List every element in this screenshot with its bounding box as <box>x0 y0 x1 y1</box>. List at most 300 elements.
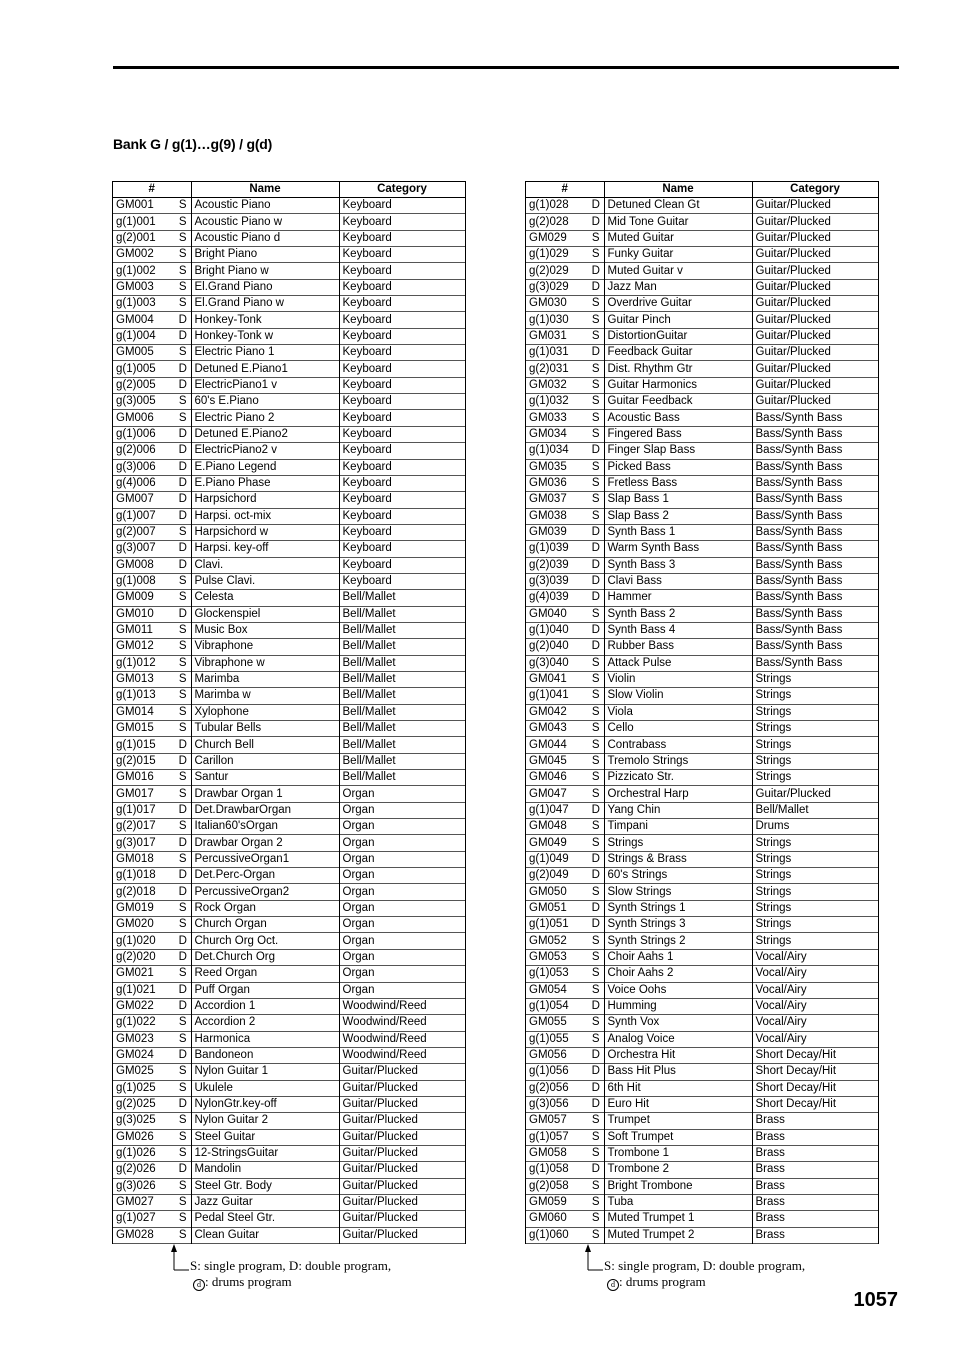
program-type: D <box>175 1162 191 1178</box>
program-type: S <box>588 966 604 982</box>
program-category: Bell/Mallet <box>339 590 465 606</box>
program-number: g(2)040 <box>526 639 589 655</box>
program-name: Rock Organ <box>191 900 339 916</box>
program-name: Synth Bass 2 <box>604 606 752 622</box>
table-row <box>113 361 466 377</box>
program-name: 12-StringsGuitar <box>191 1145 339 1161</box>
program-name: Church Bell <box>191 737 339 753</box>
program-type: S <box>175 1064 191 1080</box>
table-row <box>526 279 879 295</box>
table-row <box>526 671 879 687</box>
table-row <box>113 590 466 606</box>
program-number: GM034 <box>526 426 589 442</box>
program-type: S <box>175 214 191 230</box>
program-type: S <box>175 770 191 786</box>
program-number: g(1)041 <box>526 688 589 704</box>
program-category: Vocal/Airy <box>752 966 878 982</box>
program-type: S <box>175 279 191 295</box>
program-category: Vocal/Airy <box>752 982 878 998</box>
program-name: Bright Piano w <box>191 263 339 279</box>
program-type: D <box>175 459 191 475</box>
table-row <box>113 835 466 851</box>
program-category: Guitar/Plucked <box>752 786 878 802</box>
program-category: Organ <box>339 786 465 802</box>
program-type: D <box>588 802 604 818</box>
table-row <box>526 622 879 638</box>
program-type: S <box>588 1178 604 1194</box>
program-category: Keyboard <box>339 328 465 344</box>
program-name: Honkey-Tonk w <box>191 328 339 344</box>
program-category: Bell/Mallet <box>339 688 465 704</box>
program-type: D <box>175 802 191 818</box>
program-name: Viola <box>604 704 752 720</box>
program-type: S <box>588 1145 604 1161</box>
table-row <box>526 1064 879 1080</box>
program-category: Keyboard <box>339 312 465 328</box>
program-name: 60's Strings <box>604 868 752 884</box>
program-category: Woodwind/Reed <box>339 1015 465 1031</box>
program-name: Strings <box>604 835 752 851</box>
program-category: Keyboard <box>339 426 465 442</box>
program-type: S <box>175 786 191 802</box>
program-name: Muted Guitar v <box>604 263 752 279</box>
table-row <box>526 1178 879 1194</box>
program-category: Vocal/Airy <box>752 1031 878 1047</box>
program-category: Brass <box>752 1129 878 1145</box>
program-name: Feedback Guitar <box>604 345 752 361</box>
program-type: D <box>175 328 191 344</box>
program-name: Steel Gtr. Body <box>191 1178 339 1194</box>
program-category: Organ <box>339 851 465 867</box>
program-name: Pizzicato Str. <box>604 770 752 786</box>
program-category: Guitar/Plucked <box>339 1211 465 1227</box>
table-row <box>113 851 466 867</box>
program-type: D <box>588 998 604 1014</box>
program-number: g(1)027 <box>113 1211 176 1227</box>
program-number: GM040 <box>526 606 589 622</box>
program-category: Guitar/Plucked <box>752 377 878 393</box>
program-category: Woodwind/Reed <box>339 1031 465 1047</box>
table-row <box>113 998 466 1014</box>
program-type: S <box>588 819 604 835</box>
program-name: NylonGtr.key-off <box>191 1096 339 1112</box>
program-type: D <box>588 639 604 655</box>
legend-line-2: : drums program <box>205 1274 292 1289</box>
table-row <box>113 688 466 704</box>
table-row <box>526 1080 879 1096</box>
program-category: Keyboard <box>339 263 465 279</box>
program-category: Keyboard <box>339 198 465 214</box>
table-row <box>526 214 879 230</box>
program-name: E.Piano Phase <box>191 475 339 491</box>
program-category: Keyboard <box>339 541 465 557</box>
program-type: S <box>175 230 191 246</box>
table-row <box>113 606 466 622</box>
program-name: Marimba <box>191 671 339 687</box>
program-type: S <box>588 1211 604 1227</box>
table-row <box>526 312 879 328</box>
table-row <box>526 492 879 508</box>
program-category: Guitar/Plucked <box>339 1064 465 1080</box>
program-name: Tuba <box>604 1194 752 1210</box>
table-row <box>113 410 466 426</box>
program-number: g(2)056 <box>526 1080 589 1096</box>
table-row <box>113 1047 466 1063</box>
program-name: Humming <box>604 998 752 1014</box>
program-type: S <box>588 753 604 769</box>
program-name: Synth Strings 3 <box>604 917 752 933</box>
program-category: Strings <box>752 704 878 720</box>
program-name: Warm Synth Bass <box>604 541 752 557</box>
table-row <box>113 1031 466 1047</box>
program-number: g(1)060 <box>526 1227 589 1243</box>
table-row <box>113 541 466 557</box>
program-category: Guitar/Plucked <box>339 1194 465 1210</box>
table-row <box>526 753 879 769</box>
program-name: Muted Guitar <box>604 230 752 246</box>
table-row <box>113 622 466 638</box>
program-number: GM012 <box>113 639 176 655</box>
program-number: g(1)018 <box>113 868 176 884</box>
table-row <box>113 443 466 459</box>
table-row <box>113 900 466 916</box>
note-pointer-left <box>168 1244 190 1274</box>
program-category: Guitar/Plucked <box>752 214 878 230</box>
program-category: Bass/Synth Bass <box>752 459 878 475</box>
program-number: g(1)013 <box>113 688 176 704</box>
program-number: GM026 <box>113 1129 176 1145</box>
program-category: Brass <box>752 1194 878 1210</box>
table-row <box>113 1129 466 1145</box>
program-category: Organ <box>339 982 465 998</box>
program-type: S <box>175 917 191 933</box>
program-type: S <box>175 851 191 867</box>
table-row <box>526 982 879 998</box>
program-number: g(2)026 <box>113 1162 176 1178</box>
program-number: GM006 <box>113 410 176 426</box>
program-type: D <box>588 868 604 884</box>
program-type: S <box>588 786 604 802</box>
program-number: GM033 <box>526 410 589 426</box>
program-category: Guitar/Plucked <box>339 1162 465 1178</box>
program-name: 60's E.Piano <box>191 394 339 410</box>
table-row <box>526 884 879 900</box>
program-number: GM009 <box>113 590 176 606</box>
program-type: S <box>175 1227 191 1243</box>
program-name: Xylophone <box>191 704 339 720</box>
program-name: Det.Church Org <box>191 949 339 965</box>
program-category: Guitar/Plucked <box>752 263 878 279</box>
bank-title: Bank G / g(1)…g(9) / g(d) <box>113 136 273 152</box>
table-row <box>113 868 466 884</box>
program-number: g(1)025 <box>113 1080 176 1096</box>
program-category: Strings <box>752 884 878 900</box>
program-type: D <box>175 1047 191 1063</box>
program-type: D <box>588 443 604 459</box>
program-category: Keyboard <box>339 296 465 312</box>
program-category: Keyboard <box>339 524 465 540</box>
table-row <box>113 884 466 900</box>
program-category: Bell/Mallet <box>339 671 465 687</box>
program-category: Keyboard <box>339 361 465 377</box>
program-type: S <box>588 1015 604 1031</box>
program-type: S <box>588 949 604 965</box>
table-row <box>113 1211 466 1227</box>
program-name: Puff Organ <box>191 982 339 998</box>
program-name: Slow Violin <box>604 688 752 704</box>
program-number: GM007 <box>113 492 176 508</box>
program-name: Guitar Feedback <box>604 394 752 410</box>
program-number: GM018 <box>113 851 176 867</box>
program-name: Slap Bass 1 <box>604 492 752 508</box>
program-category: Vocal/Airy <box>752 1015 878 1031</box>
table-row <box>526 1129 879 1145</box>
program-category: Bass/Synth Bass <box>752 639 878 655</box>
table-header <box>113 182 466 198</box>
program-type: S <box>588 475 604 491</box>
program-number: GM004 <box>113 312 176 328</box>
table-row <box>526 721 879 737</box>
table-row <box>526 655 879 671</box>
program-number: g(1)012 <box>113 655 176 671</box>
program-name: Yang Chin <box>604 802 752 818</box>
program-number: GM021 <box>113 966 176 982</box>
program-number: g(1)047 <box>526 802 589 818</box>
program-name: Accordion 1 <box>191 998 339 1014</box>
table-row <box>113 1096 466 1112</box>
program-name: Fretless Bass <box>604 475 752 491</box>
program-number: GM025 <box>113 1064 176 1080</box>
program-type: S <box>588 721 604 737</box>
program-type: D <box>175 868 191 884</box>
program-number: g(2)007 <box>113 524 176 540</box>
program-number: g(1)002 <box>113 263 176 279</box>
program-number: g(2)005 <box>113 377 176 393</box>
program-type: D <box>588 557 604 573</box>
program-number: g(1)004 <box>113 328 176 344</box>
table-row <box>526 819 879 835</box>
program-name: Slow Strings <box>604 884 752 900</box>
program-type: D <box>175 606 191 622</box>
program-category: Keyboard <box>339 557 465 573</box>
table-row <box>113 1162 466 1178</box>
header-name: Name <box>604 182 752 198</box>
program-number: g(1)054 <box>526 998 589 1014</box>
program-type: D <box>175 835 191 851</box>
program-name: Muted Trumpet 2 <box>604 1227 752 1243</box>
table-row <box>113 312 466 328</box>
program-category: Bass/Synth Bass <box>752 606 878 622</box>
program-category: Guitar/Plucked <box>752 296 878 312</box>
program-name: Acoustic Piano <box>191 198 339 214</box>
program-category: Strings <box>752 721 878 737</box>
program-type: S <box>588 606 604 622</box>
program-category: Brass <box>752 1227 878 1243</box>
legend-note-right <box>604 1258 805 1291</box>
program-number: GM028 <box>113 1227 176 1243</box>
program-number: g(2)031 <box>526 361 589 377</box>
program-number: GM005 <box>113 345 176 361</box>
table-row <box>526 590 879 606</box>
program-number: g(2)015 <box>113 753 176 769</box>
program-type: D <box>588 573 604 589</box>
program-name: Pulse Clavi. <box>191 573 339 589</box>
program-category: Bell/Mallet <box>339 770 465 786</box>
legend-line-1: S: single program, D: double program, <box>190 1258 392 1273</box>
table-row <box>526 1145 879 1161</box>
table-row <box>526 1015 879 1031</box>
program-type: S <box>175 247 191 263</box>
program-category: Vocal/Airy <box>752 998 878 1014</box>
program-category: Strings <box>752 851 878 867</box>
program-number: GM032 <box>526 377 589 393</box>
program-type: S <box>175 394 191 410</box>
program-number: g(1)003 <box>113 296 176 312</box>
program-number: GM044 <box>526 737 589 753</box>
program-number: GM039 <box>526 524 589 540</box>
program-number: g(1)015 <box>113 737 176 753</box>
program-type: S <box>175 198 191 214</box>
program-number: g(1)055 <box>526 1031 589 1047</box>
program-number: g(1)051 <box>526 917 589 933</box>
table-row <box>526 573 879 589</box>
page-number: 1057 <box>853 1289 898 1311</box>
table-row <box>113 639 466 655</box>
program-type: S <box>175 1031 191 1047</box>
table-row <box>113 492 466 508</box>
program-category: Bell/Mallet <box>339 737 465 753</box>
program-category: Brass <box>752 1113 878 1129</box>
program-number: GM046 <box>526 770 589 786</box>
program-category: Organ <box>339 835 465 851</box>
program-name: Attack Pulse <box>604 655 752 671</box>
program-number: GM047 <box>526 786 589 802</box>
program-category: Guitar/Plucked <box>339 1227 465 1243</box>
table-row <box>113 1080 466 1096</box>
program-name: Synth Bass 3 <box>604 557 752 573</box>
program-type: D <box>175 443 191 459</box>
program-type: D <box>175 982 191 998</box>
program-category: Bass/Synth Bass <box>752 573 878 589</box>
table-row <box>113 753 466 769</box>
table-row <box>113 966 466 982</box>
table-row <box>113 802 466 818</box>
table-row <box>526 1162 879 1178</box>
program-category: Keyboard <box>339 410 465 426</box>
table-row <box>526 1096 879 1112</box>
program-category: Woodwind/Reed <box>339 1047 465 1063</box>
table-row <box>526 737 879 753</box>
program-number: GM036 <box>526 475 589 491</box>
program-number: g(1)056 <box>526 1064 589 1080</box>
program-name: Timpani <box>604 819 752 835</box>
program-number: GM030 <box>526 296 589 312</box>
table-row <box>113 328 466 344</box>
program-category: Bass/Synth Bass <box>752 492 878 508</box>
program-name: Rubber Bass <box>604 639 752 655</box>
program-table-right <box>525 181 879 1244</box>
program-number: g(1)058 <box>526 1162 589 1178</box>
program-number: GM048 <box>526 819 589 835</box>
table-row <box>113 524 466 540</box>
program-type: D <box>175 361 191 377</box>
program-category: Bass/Synth Bass <box>752 541 878 557</box>
program-type: S <box>588 377 604 393</box>
program-number: g(2)001 <box>113 230 176 246</box>
note-pointer-right <box>582 1244 604 1274</box>
program-category: Brass <box>752 1145 878 1161</box>
program-number: g(2)006 <box>113 443 176 459</box>
table-row <box>526 933 879 949</box>
program-type: D <box>588 263 604 279</box>
program-name: Violin <box>604 671 752 687</box>
program-type: S <box>588 671 604 687</box>
table-row <box>526 786 879 802</box>
program-number: GM042 <box>526 704 589 720</box>
program-name: Choir Aahs 1 <box>604 949 752 965</box>
program-type: D <box>588 279 604 295</box>
program-name: Choir Aahs 2 <box>604 966 752 982</box>
program-type: S <box>175 966 191 982</box>
program-name: Honkey-Tonk <box>191 312 339 328</box>
program-category: Strings <box>752 900 878 916</box>
program-category: Strings <box>752 737 878 753</box>
program-name: Acoustic Bass <box>604 410 752 426</box>
program-number: GM051 <box>526 900 589 916</box>
program-category: Guitar/Plucked <box>752 394 878 410</box>
table-row <box>113 230 466 246</box>
program-number: g(1)030 <box>526 312 589 328</box>
program-number: GM050 <box>526 884 589 900</box>
program-number: GM055 <box>526 1015 589 1031</box>
table-row <box>113 557 466 573</box>
program-name: Santur <box>191 770 339 786</box>
program-category: Bass/Synth Bass <box>752 443 878 459</box>
program-name: Steel Guitar <box>191 1129 339 1145</box>
program-name: Acoustic Piano w <box>191 214 339 230</box>
table-row <box>526 949 879 965</box>
program-number: GM038 <box>526 508 589 524</box>
program-number: GM001 <box>113 198 176 214</box>
program-type: D <box>588 1080 604 1096</box>
program-category: Guitar/Plucked <box>339 1113 465 1129</box>
program-number: g(1)006 <box>113 426 176 442</box>
program-type: D <box>588 198 604 214</box>
program-name: Italian60'sOrgan <box>191 819 339 835</box>
program-type: D <box>175 508 191 524</box>
program-number: g(2)020 <box>113 949 176 965</box>
table-row <box>526 508 879 524</box>
program-number: g(2)049 <box>526 868 589 884</box>
program-name: Euro Hit <box>604 1096 752 1112</box>
program-number: GM027 <box>113 1194 176 1210</box>
header-num: # <box>526 182 605 198</box>
program-number: GM013 <box>113 671 176 687</box>
program-category: Bass/Synth Bass <box>752 508 878 524</box>
program-number: GM029 <box>526 230 589 246</box>
program-category: Short Decay/Hit <box>752 1047 878 1063</box>
table-row <box>113 721 466 737</box>
header-category: Category <box>339 182 465 198</box>
program-number: GM017 <box>113 786 176 802</box>
table-row <box>526 1211 879 1227</box>
program-category: Bell/Mallet <box>339 704 465 720</box>
program-category: Keyboard <box>339 459 465 475</box>
table-row <box>113 1064 466 1080</box>
program-category: Organ <box>339 802 465 818</box>
program-type: S <box>175 1194 191 1210</box>
table-row <box>113 819 466 835</box>
